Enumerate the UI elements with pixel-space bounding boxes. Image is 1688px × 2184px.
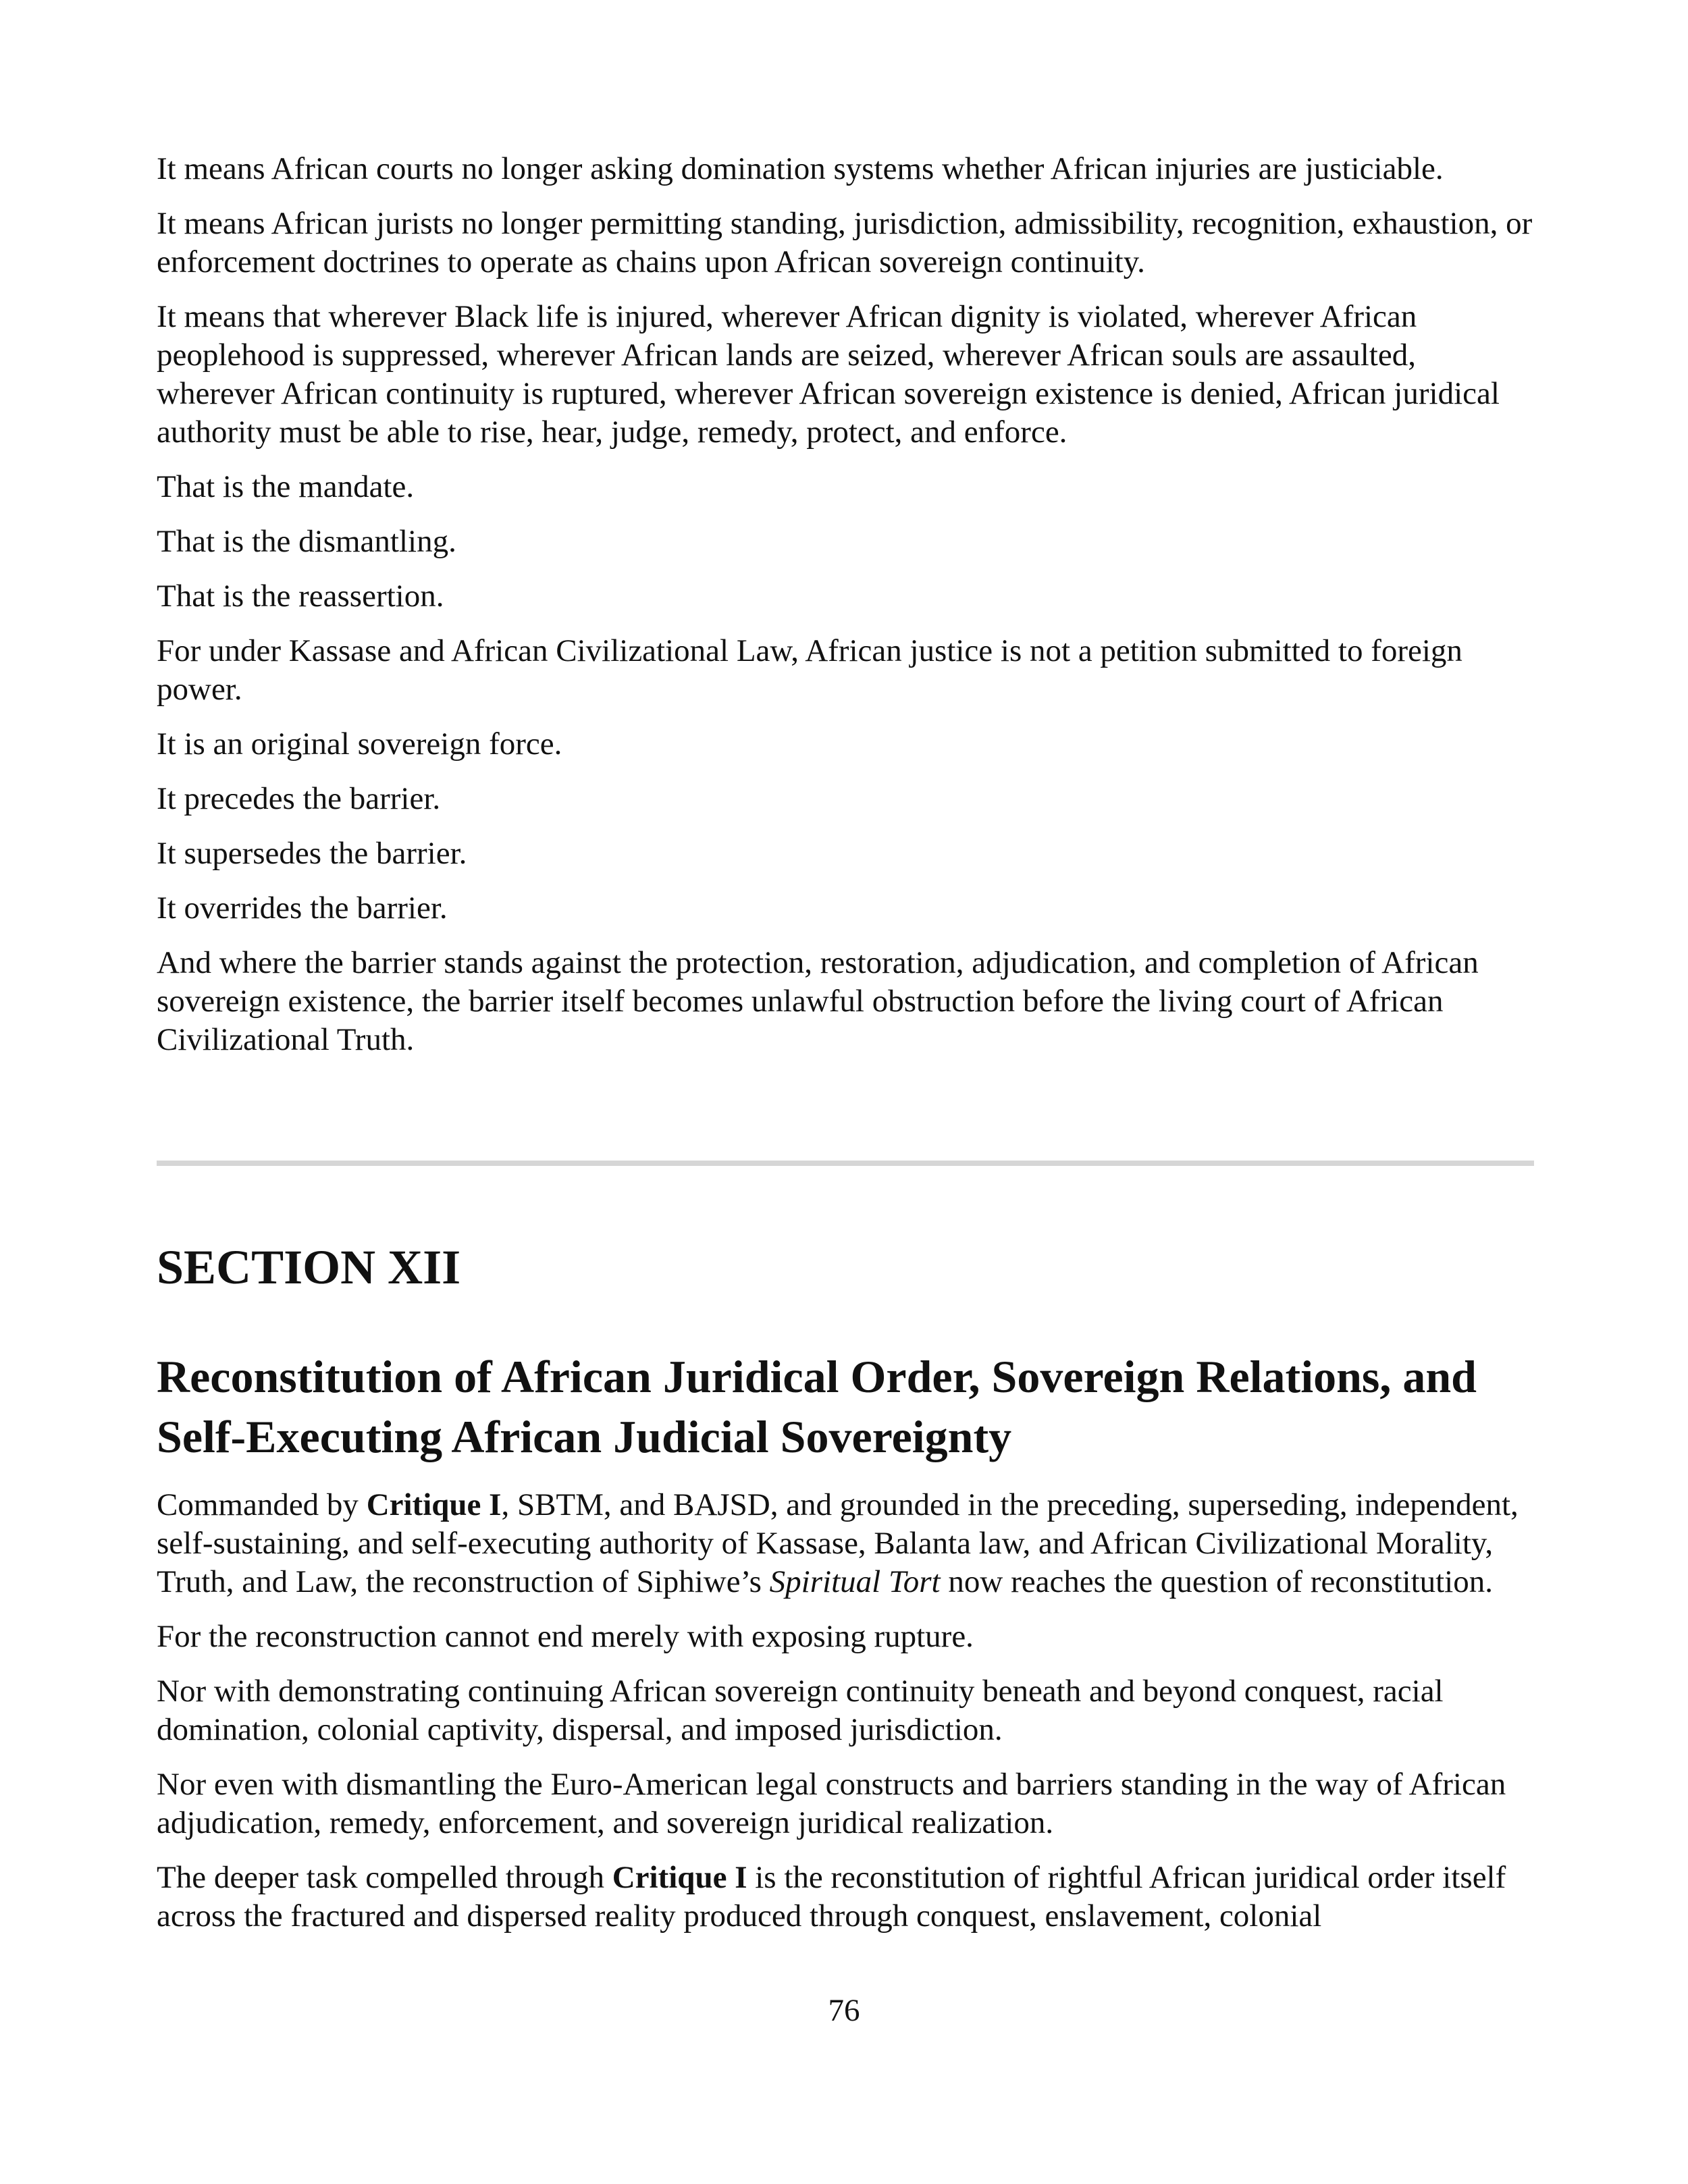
page-content [157,150,1541,1952]
body-paragraph: And where the barrier stands against the protection, restoration, adjudication, and completion of African sovereign existence, the barrier itself becomes unlawful obstruction before the living court of African Civilizational Truth. [157,945,1479,1057]
body-paragraph: It precedes the barrier. [157,781,441,816]
section-heading: SECTION XII [157,1240,461,1294]
closing-text-end: is the reconstitution of rightful African juridical order itself across the fractured and dispersed reality produced through conquest, enslavement, colonial [157,1860,1506,1934]
closing-text-start: The deeper task compelled through [157,1860,612,1895]
intro-text-start: Commanded by [157,1487,367,1522]
body-paragraph: That is the reassertion. [157,579,444,614]
body-paragraph: That is the mandate. [157,469,415,504]
body-paragraph: It means that wherever Black life is injured, wherever African dignity is violated, wherever African peoplehood is suppressed, wherever African lands are seized, wherever African souls are assaulted, wherever African continuity is ruptured, wherever African sovereign existence is denied, African juridical authority must be able to rise, hear, judge, remedy, protect, and enforce. [157,299,1500,450]
body-paragraph: For the reconstruction cannot end merely with exposing rupture. [157,1619,974,1654]
body-paragraph: It is an original sovereign force. [157,726,562,762]
body-paragraph: That is the dismantling. [157,524,456,559]
body-paragraph: It means African courts no longer asking domination systems whether African injuries are justiciable. [157,151,1444,186]
intro-text-middle: , SBTM, and BAJSD, and grounded in the preceding, superseding, independent, self-sustaining, and self-executing authority of Kassase, Balanta law, and African Civilizational Morality, Truth, and Law, the reconstruction of Siphiwe’s [157,1487,1519,1599]
section-divider [157,1161,1534,1166]
page-number: 76 [828,1993,860,2028]
body-paragraph: It means African jurists no longer permitting standing, jurisdiction, admissibility, recognition, exhaustion, or enforcement doctrines to operate as chains upon African sovereign continuity. [157,206,1533,279]
critique-reference: Critique I [612,1860,747,1895]
spiritual-tort-title: Spiritual Tort [769,1564,941,1599]
body-paragraph: Nor with demonstrating continuing African sovereign continuity beneath and beyond conquest, racial domination, colonial captivity, dispersal, and imposed jurisdiction. [157,1674,1444,1747]
section-title: Reconstitution of African Juridical Order, Sovereign Relations, and Self-Executing African Judicial Sovereignty [157,1351,1477,1462]
body-paragraph: For under Kassase and African Civilizational Law, African justice is not a petition submitted to foreign power. [157,633,1462,707]
body-paragraph: Nor even with dismantling the Euro-American legal constructs and barriers standing in the way of African adjudication, remedy, enforcement, and sovereign juridical realization. [157,1767,1506,1840]
closing-paragraph [157,1859,1541,1936]
body-paragraph: It overrides the barrier. [157,890,448,926]
intro-paragraph [157,1486,1541,1601]
body-paragraph: It supersedes the barrier. [157,836,467,871]
intro-text-end: now reaches the question of reconstitution. [940,1564,1493,1599]
critique-reference: Critique I [366,1487,502,1522]
